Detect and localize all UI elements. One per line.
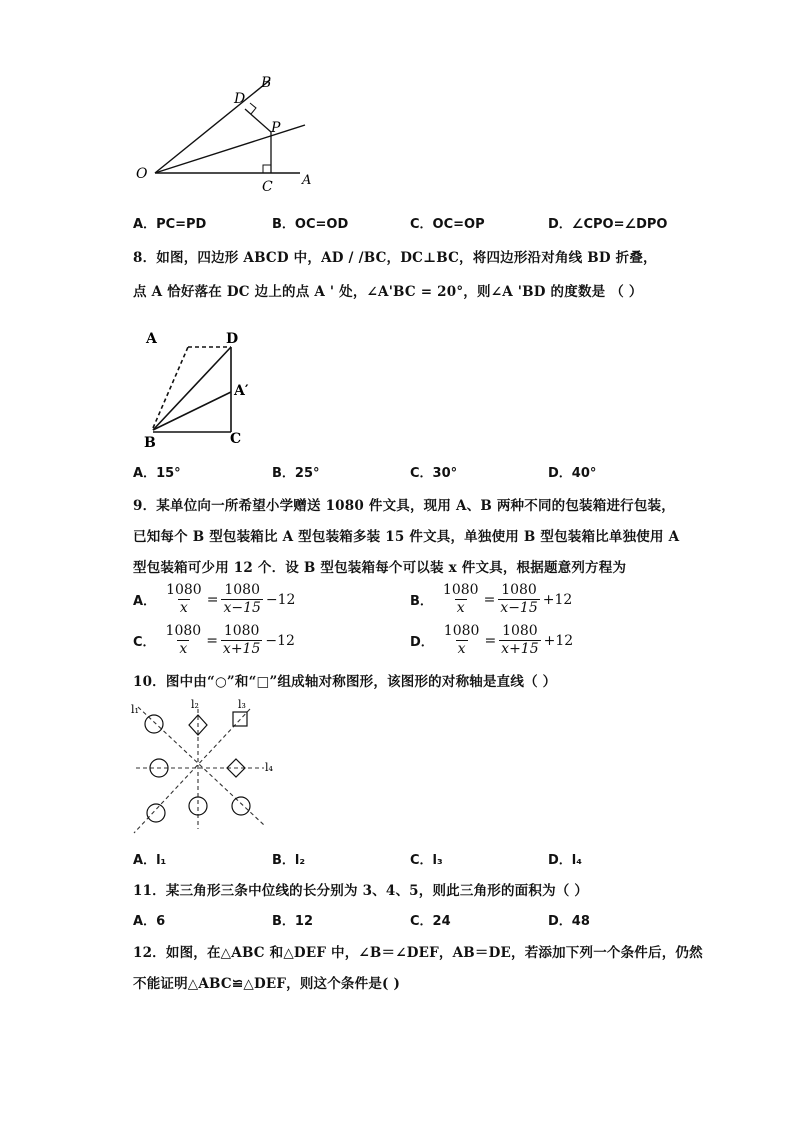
- q7-option-b[interactable]: B．OC=OD: [272, 217, 349, 232]
- q11-option-d[interactable]: D．48: [548, 914, 590, 929]
- label-D: D: [234, 91, 246, 107]
- q7-option-c[interactable]: C．OC=OP: [410, 217, 485, 232]
- q10-option-b[interactable]: B．l₂: [272, 853, 306, 868]
- ray-OB: [155, 80, 270, 173]
- segment-BAprime: [153, 392, 231, 430]
- circle-shape: [145, 715, 163, 733]
- label-A: A: [302, 173, 312, 188]
- q9-stem-line2: 已知每个 B 型包装箱比 A 型包装箱多装 15 件文具，单独使用 B 型包装箱比单独使用 A: [133, 529, 680, 545]
- q8-option-a[interactable]: A．15°: [133, 466, 181, 481]
- q8-stem-line1: 8．如图，四边形 ABCD 中，AD / /BC，DC⊥BC，将四边形沿对角线 BD 折叠，: [133, 250, 657, 266]
- q12-stem-line1: 12．如图，在△ABC 和△DEF 中，∠B＝∠DEF，AB＝DE，若添加下列一个条件后，仍然: [133, 945, 703, 961]
- figure-symmetric-shapes: [128, 697, 278, 837]
- diagonal-BD: [153, 347, 231, 430]
- label-C: C: [262, 179, 273, 195]
- q10-option-d[interactable]: D．l₄: [548, 853, 582, 868]
- q9-option-b[interactable]: B． $\frac{1080}{x}$ = $\frac{1080}{x-15}$ +12: [410, 582, 573, 616]
- q9-stem-line3: 型包装箱可少用 12 个．设 B 型包装箱每个可以装 x 件文具，根据题意列方程为: [133, 560, 627, 576]
- q9-stem-line1: 9．某单位向一所希望小学赠送 1080 件文具，现用 A、B 两种不同的包装箱进行包装，: [133, 498, 675, 514]
- circle-shape: [147, 804, 165, 822]
- q9-option-c[interactable]: C． $\frac{1080}{x}$ = $\frac{1080}{x+15}$ −12: [133, 623, 295, 657]
- right-angle-mark-D: [250, 103, 256, 114]
- label-D: D: [226, 331, 239, 347]
- label-A: A: [146, 331, 157, 347]
- q9-option-a[interactable]: A． $\frac{1080}{x}$ = $\frac{1080}{x-15}$ −12: [133, 582, 296, 616]
- q7-option-a[interactable]: A．PC=PD: [133, 217, 207, 232]
- q8-option-c[interactable]: C．30°: [410, 466, 458, 481]
- q11-option-b[interactable]: B．12: [272, 914, 314, 929]
- label-B: B: [144, 435, 156, 450]
- q7-option-d[interactable]: D．∠CPO=∠DPO: [548, 217, 668, 232]
- label-O: O: [136, 166, 148, 182]
- q10-option-a[interactable]: A．l₁: [133, 853, 167, 868]
- figure-angle-bisector: [130, 70, 330, 195]
- figure-quadrilateral-fold: [140, 325, 280, 450]
- ray-OP: [155, 125, 305, 173]
- q11-stem-line1: 11．某三角形三条中位线的长分别为 3、4、5，则此三角形的面积为（ ）: [133, 883, 589, 899]
- label-C: C: [230, 431, 242, 447]
- q12-stem-line2: 不能证明△ABC≌△DEF，则这个条件是( ): [133, 976, 401, 992]
- q8-option-d[interactable]: D．40°: [548, 466, 597, 481]
- q11-option-c[interactable]: C．24: [410, 914, 451, 929]
- circle-shape: [189, 797, 207, 815]
- q11-option-a[interactable]: A．6: [133, 914, 166, 929]
- label-A-prime: A′: [234, 383, 249, 399]
- circle-shape: [232, 797, 250, 815]
- label-B: B: [261, 75, 272, 91]
- label-P: P: [271, 120, 281, 136]
- segment-PD: [245, 109, 271, 132]
- label-l2: l₂: [191, 698, 199, 711]
- axis-l1: [138, 707, 264, 825]
- label-l4: l₄: [265, 761, 273, 774]
- q10-stem-line1: 10．图中由“○”和“□”组成轴对称图形，该图形的对称轴是直线（ ）: [133, 674, 557, 690]
- label-l1: l₁: [131, 703, 139, 716]
- q8-option-b[interactable]: B．25°: [272, 466, 320, 481]
- q8-stem-line2: 点 A 恰好落在 DC 边上的点 A ' 处，∠A'BC = 20°，则∠A 'BD 的度数是 （ ）: [133, 284, 643, 300]
- q9-option-d[interactable]: D． $\frac{1080}{x}$ = $\frac{1080}{x+15}$ +12: [410, 623, 574, 657]
- label-l3: l₃: [238, 698, 246, 711]
- right-angle-mark-C: [263, 165, 271, 173]
- q10-option-c[interactable]: C．l₃: [410, 853, 443, 868]
